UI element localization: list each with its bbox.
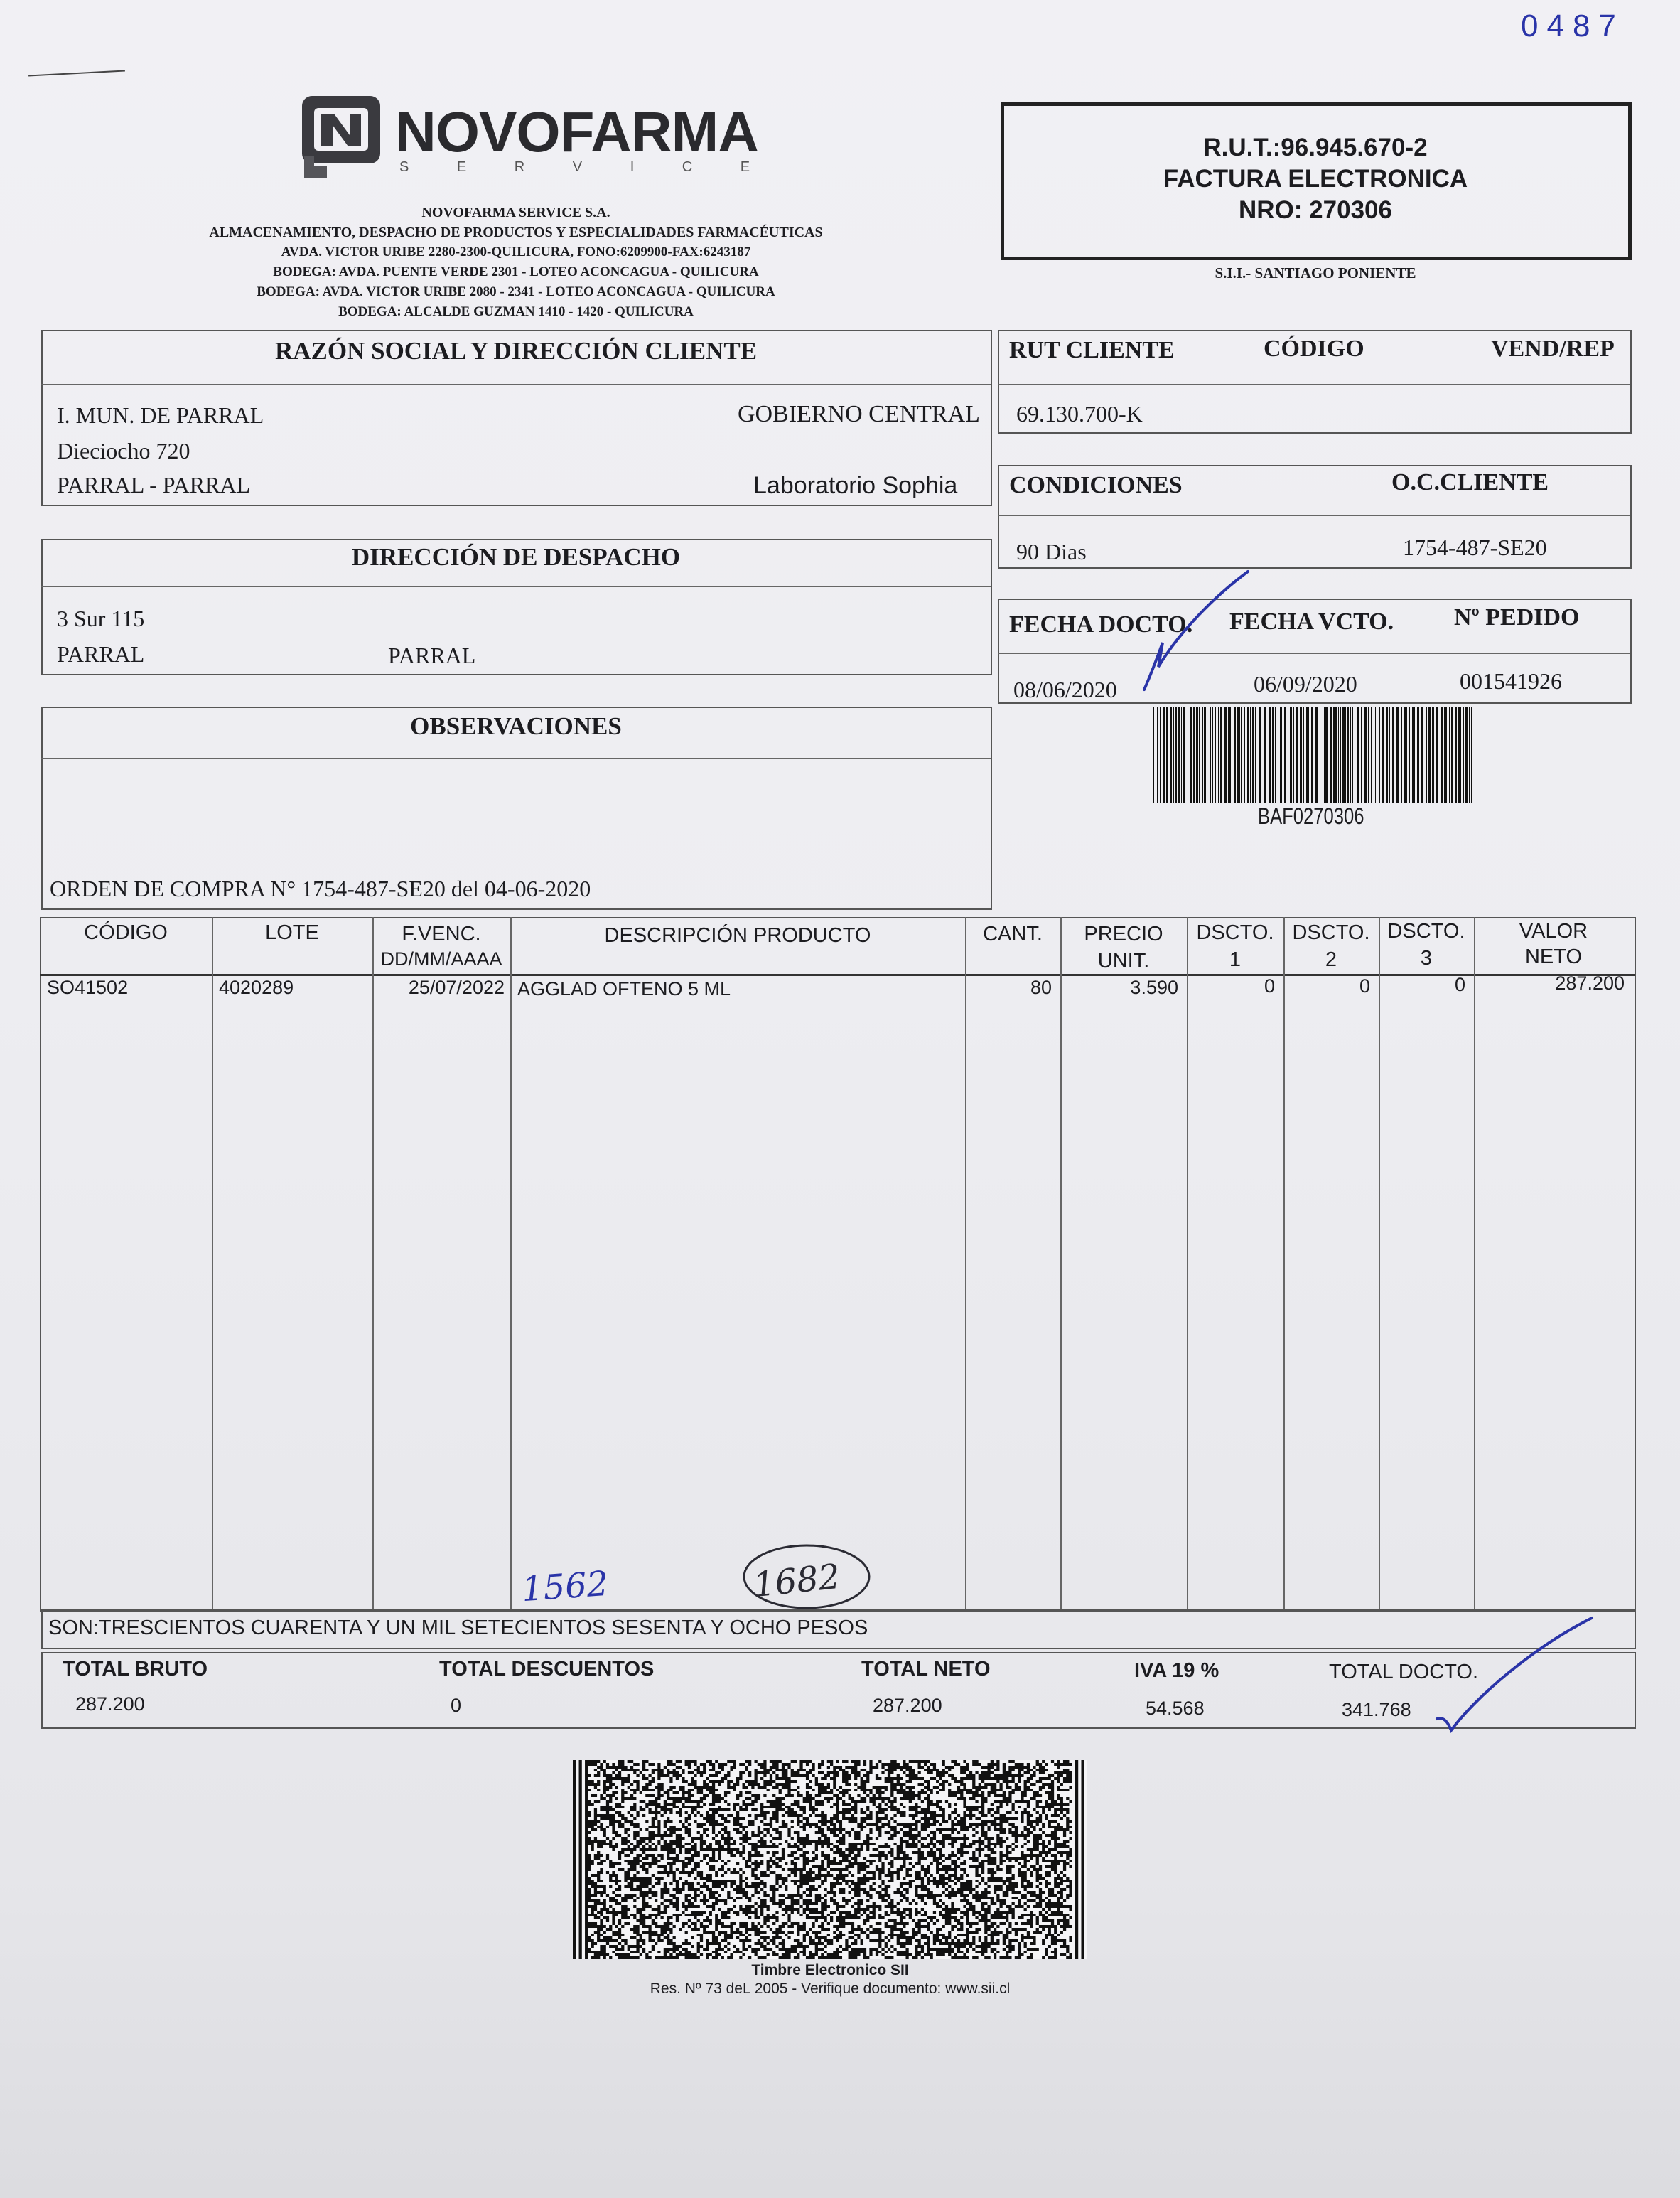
client-header: RAZÓN SOCIAL Y DIRECCIÓN CLIENTE	[274, 337, 758, 365]
dispatch-header: DIRECCIÓN DE DESPACHO	[351, 543, 681, 571]
timbre-resolution: Res. Nº 73 deL 2005 - Verifique documento: www.sii.cl	[650, 1980, 1011, 1997]
cell-fvenc: 25/07/2022	[408, 977, 505, 998]
pedido-header: Nº PEDIDO	[1454, 604, 1580, 631]
company-line-2: AVDA. VICTOR URIBE 2280-2300-QUILICURA, FONO:6209900-FAX:6243187	[281, 245, 751, 259]
total-docto-label: TOTAL DOCTO.	[1329, 1661, 1479, 1683]
company-line-5: BODEGA: ALCALDE GUZMAN 1410 - 1420 - QUILICURA	[338, 304, 694, 319]
col-dscto1-num: 1	[1229, 948, 1242, 971]
cell-lote: 4020289	[219, 977, 294, 998]
handwritten-note-2: 1682	[751, 1556, 842, 1606]
pen-checkmark-icon	[1433, 1612, 1596, 1733]
dispatch-commune: PARRAL	[388, 643, 476, 668]
handwritten-note-1: 1562	[520, 1563, 610, 1610]
cell-dscto3: 0	[1454, 974, 1465, 995]
col-dscto3-num: 3	[1420, 947, 1433, 970]
invoice-number: NRO: 270306	[1239, 196, 1392, 224]
cell-precio: 3.590	[1130, 977, 1178, 998]
cell-codigo: SO41502	[47, 977, 129, 998]
amount-in-words: SON:TRESCIENTOS CUARENTA Y UN MIL SETECIENTOS SESENTA Y OCHO PESOS	[48, 1617, 868, 1639]
total-neto-label: TOTAL NETO	[861, 1658, 991, 1680]
client-city: PARRAL - PARRAL	[57, 472, 251, 498]
pen-mark	[28, 70, 125, 76]
iva-label: IVA 19 %	[1134, 1659, 1219, 1682]
col-dscto2: DSCTO.	[1292, 921, 1370, 944]
logo-subtext: S E R V I C E	[399, 159, 772, 175]
col-codigo: CÓDIGO	[84, 921, 168, 944]
cell-dscto1: 0	[1264, 975, 1275, 997]
conditions-header: CONDICIONES	[1009, 472, 1183, 498]
client-rut: 69.130.700-K	[1016, 401, 1143, 427]
payment-terms: 90 Dias	[1016, 539, 1087, 564]
total-docto-value: 341.768	[1342, 1699, 1411, 1720]
vend-header: VEND/REP	[1491, 336, 1615, 362]
observations-header: OBSERVACIONES	[410, 712, 622, 740]
novofarma-logo-icon	[298, 92, 387, 181]
total-neto-value: 287.200	[873, 1695, 942, 1716]
company-line-1: ALMACENAMIENTO, DESPACHO DE PRODUCTOS Y ESPECIALIDADES FARMACÉUTICAS	[209, 225, 823, 240]
due-date: 06/09/2020	[1254, 671, 1357, 697]
company-line-3: BODEGA: AVDA. PUENTE VERDE 2301 - LOTEO ACONCAGUA - QUILICURA	[273, 264, 759, 279]
cell-desc: AGGLAD OFTENO 5 ML	[517, 978, 731, 999]
col-fvenc: F.VENC.	[402, 923, 481, 945]
fecha-header: FECHA DOCTO.	[1009, 611, 1193, 638]
document-type: FACTURA ELECTRONICA	[1163, 165, 1468, 193]
cell-dscto2: 0	[1359, 975, 1370, 997]
oc-number: 1754-487-SE20	[1403, 535, 1547, 560]
total-descuentos-value: 0	[451, 1695, 462, 1716]
total-descuentos-label: TOTAL DESCUENTOS	[439, 1658, 655, 1680]
total-bruto-label: TOTAL BRUTO	[63, 1658, 208, 1680]
col-dscto2-num: 2	[1325, 948, 1337, 971]
col-dscto1: DSCTO.	[1196, 921, 1274, 944]
vcto-header: FECHA VCTO.	[1229, 609, 1394, 635]
timbre-2d-barcode-icon	[573, 1760, 1087, 1959]
timbre-title: Timbre Electronico SII	[751, 1962, 909, 1978]
iva-value: 54.568	[1146, 1698, 1205, 1719]
observations-text: ORDEN DE COMPRA N° 1754-487-SE20 del 04-06-2020	[50, 876, 591, 901]
total-bruto-value: 287.200	[75, 1693, 145, 1715]
company-line-4: BODEGA: AVDA. VICTOR URIBE 2080 - 2341 - LOTEO ACONCAGUA - QUILICURA	[257, 284, 775, 299]
client-sector: GOBIERNO CENTRAL	[738, 401, 980, 427]
col-valor: VALOR	[1519, 920, 1588, 943]
oc-header: O.C.CLIENTE	[1391, 469, 1549, 495]
barcode-icon	[1151, 707, 1475, 803]
client-address: Dieciocho 720	[57, 438, 190, 463]
codigo-header: CÓDIGO	[1264, 336, 1364, 362]
issuer-rut: R.U.T.:96.945.670-2	[1203, 134, 1428, 161]
company-name: NOVOFARMA SERVICE S.A.	[421, 205, 610, 220]
col-dscto3: DSCTO.	[1387, 920, 1465, 943]
logo-text: NOVOFARMA	[395, 100, 758, 163]
cell-cant: 80	[1030, 977, 1052, 998]
order-number: 001541926	[1460, 668, 1562, 694]
client-contact: Laboratorio Sophia	[753, 472, 958, 499]
col-precio-unit: UNIT.	[1097, 950, 1150, 972]
sii-office: S.I.I.- SANTIAGO PONIENTE	[1215, 264, 1416, 282]
client-name: I. MUN. DE PARRAL	[57, 402, 264, 428]
col-lote: LOTE	[265, 921, 319, 944]
rut-header: RUT CLIENTE	[1009, 337, 1175, 363]
barcode-label: BAF0270306	[1258, 803, 1364, 829]
pen-checkmark-icon	[1137, 567, 1251, 695]
col-valor-neto: NETO	[1524, 945, 1583, 968]
cell-valor: 287.200	[1555, 972, 1625, 994]
col-precio: PRECIO	[1084, 923, 1163, 945]
dispatch-address: 3 Sur 115	[57, 606, 145, 631]
page-number: 0487	[1521, 9, 1625, 43]
col-fvenc-format: DD/MM/AAAA	[380, 948, 502, 970]
items-table	[40, 917, 1636, 1612]
col-cant: CANT.	[983, 923, 1043, 945]
dispatch-city: PARRAL	[57, 641, 145, 667]
col-desc: DESCRIPCIÓN PRODUCTO	[604, 924, 871, 947]
document-date: 08/06/2020	[1013, 677, 1117, 702]
